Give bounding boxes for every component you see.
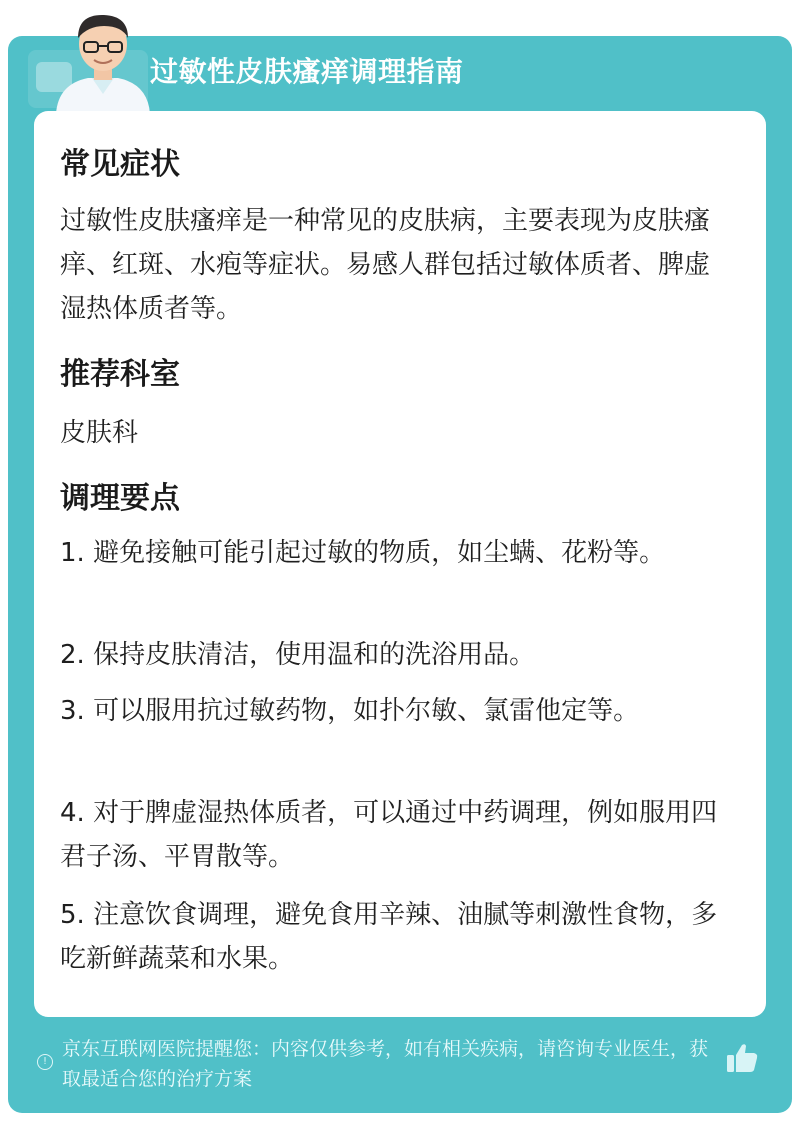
doctor-avatar-icon — [48, 6, 158, 114]
symptoms-text: 过敏性皮肤瘙痒是一种常见的皮肤病，主要表现为皮肤瘙痒、红斑、水疱等症状。易感人群包括过敏体质者、脾虚湿热体质者等。 — [60, 206, 711, 324]
symptoms-title: 常见症状 — [60, 147, 180, 182]
disclaimer-text: 京东互联网医院提醒您：内容仅供参考，如有相关疾病，请咨询专业医生，获取最适合您的治疗方案 — [62, 1038, 709, 1090]
page-title: 过敏性皮肤瘙痒调理指南 — [150, 55, 464, 88]
thumbs-up-icon[interactable] — [724, 1040, 760, 1076]
list-item: 3. 可以服用抗过敏药物，如扑尔敏、氯雷他定等。 — [60, 696, 640, 726]
department-text: 皮肤科 — [60, 418, 139, 448]
list-item: 4. 对于脾虚湿热体质者，可以通过中药调理，例如服用四君子汤、平胃散等。 — [60, 798, 718, 872]
care-title: 调理要点 — [60, 481, 180, 516]
list-item: 2. 保持皮肤清洁，使用温和的洗浴用品。 — [60, 640, 536, 670]
list-item: 5. 注意饮食调理，避免食用辛辣、油腻等刺激性食物，多吃新鲜蔬菜和水果。 — [60, 900, 718, 974]
info-icon: ! — [37, 1054, 53, 1070]
content-card — [34, 111, 766, 1017]
department-title: 推荐科室 — [60, 357, 180, 392]
list-item: 1. 避免接触可能引起过敏的物质，如尘螨、花粉等。 — [60, 538, 666, 568]
